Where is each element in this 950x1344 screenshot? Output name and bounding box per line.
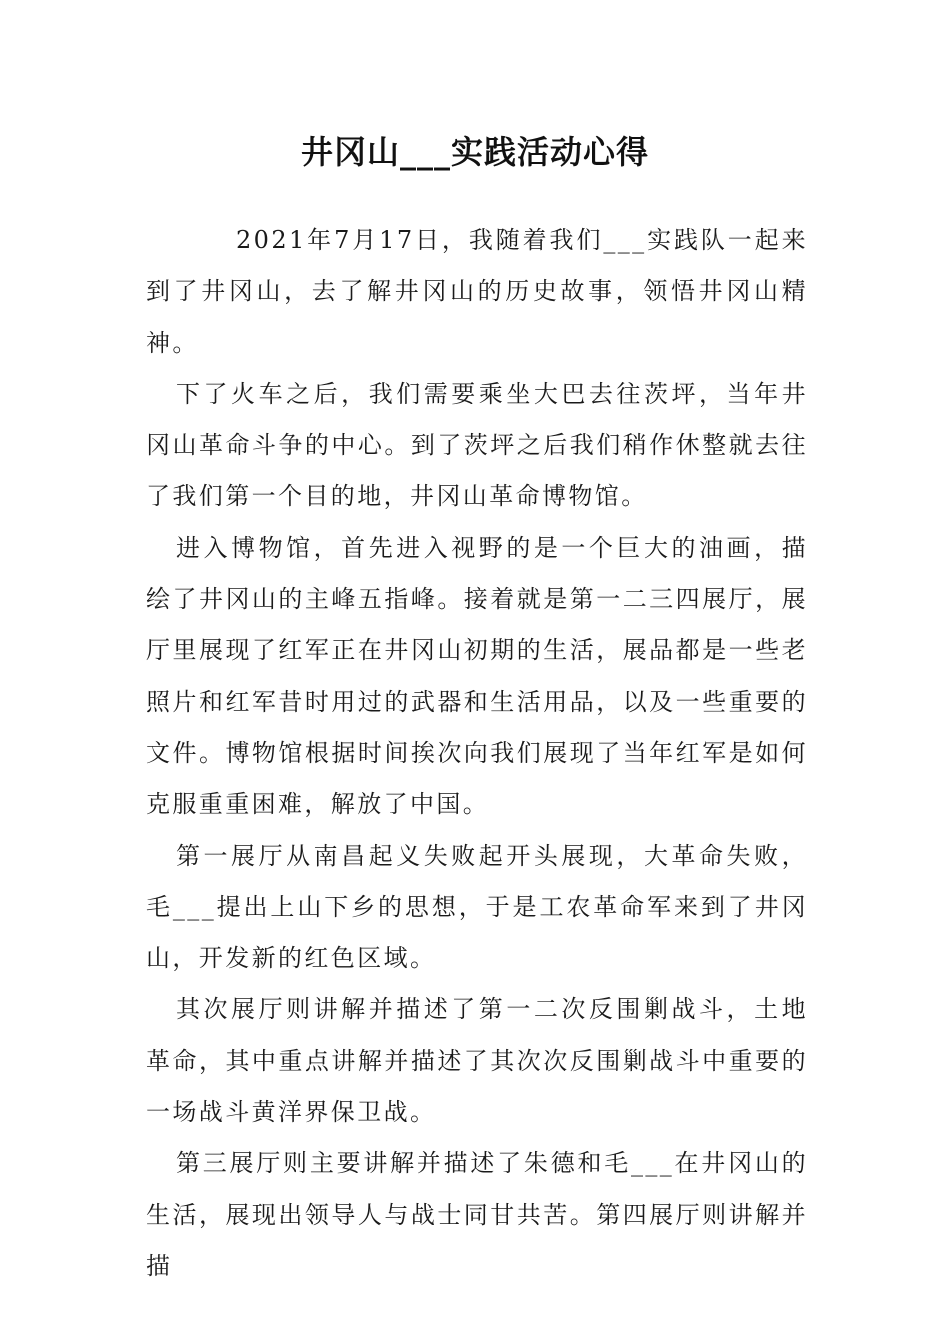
document-body <box>146 215 808 1292</box>
document-title: 井冈山___实践活动心得 <box>300 133 649 171</box>
paragraph: 第一展厅从南昌起义失败起开头展现，大革命失败，毛___提出上山下乡的思想，于是工农革命军来到了井冈山，开发新的红色区域。 <box>146 841 808 973</box>
paragraph: 其次展厅则讲解并描述了第一二次反围剿战斗，土地革命，其中重点讲解并描述了其次次反围剿战斗中重要的一场战斗黄洋界保卫战。 <box>146 995 808 1127</box>
paragraph: 第三展厅则主要讲解并描述了朱德和毛___在井冈山的生活，展现出领导人与战士同甘共苦。第四展厅则讲解并描 <box>146 1149 808 1280</box>
paragraph: 进入博物馆，首先进入视野的是一个巨大的油画，描绘了井冈山的主峰五指峰。接着就是第一二三四展厅，展厅里展现了红军正在井冈山初期的生活，展品都是一些老照片和红军昔时用过的武器和生活用品，以及一些重要的文件。博物馆根据时间挨次向我们展现了当年红军是如何克服重重困难，解放了中国。 <box>146 533 808 819</box>
paragraph: 2021年7月17日，我随着我们___实践队一起来到了井冈山，去了解井冈山的历史故事，领悟井冈山精神。 <box>146 226 808 357</box>
paragraph: 下了火车之后，我们需要乘坐大巴去往茨坪，当年井冈山革命斗争的中心。到了茨坪之后我们稍作休整就去往了我们第一个目的地，井冈山革命博物馆。 <box>146 379 808 511</box>
